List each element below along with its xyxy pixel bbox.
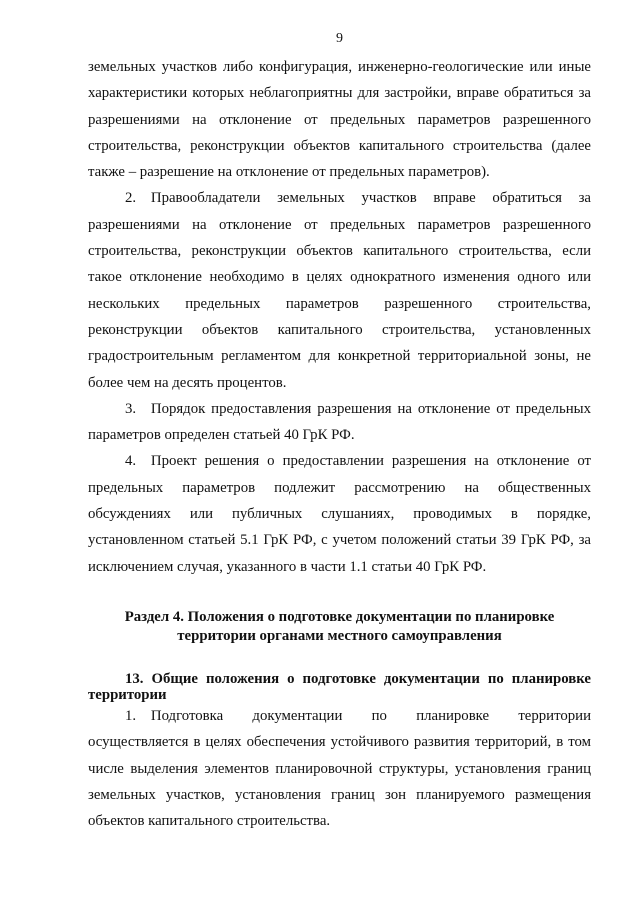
paragraph-section-13-item-1: 1. Подготовка документации по планировке территории осуществляется в целях обеспечения устойчивого развития территорий, в том числе выделения элементов планировочной структуры, установления границ земельных участков, установления границ зон планируемого размещения объектов капитального строительства.: [88, 707, 591, 830]
paragraph-continuation: земельных участков либо конфигурация, инженерно-геологические или иные характеристики которых неблагоприятны для застройки, вправе обратиться за разрешениями на отклонение от предельных параметров разрешенного строительства, реконструкции объектов капитального строительства (далее также – разрешение на отклонение от предельных параметров).: [88, 59, 591, 181]
subsection-heading: 13. Общие положения о подготовке документации по планировке территории: [88, 670, 591, 703]
section-heading: Раздел 4. Положения о подготовке документации по планировке территории органами местного самоуправления: [124, 608, 555, 645]
paragraph-item-3: 3. Порядок предоставления разрешения на отклонение от предельных параметров определен статьей 40 ГрК РФ.: [88, 400, 591, 444]
document-page: [88, 30, 591, 834]
paragraph-item-4: 4. Проект решения о предоставлении разрешения на отклонение от предельных параметров подлежит рассмотрению на общественных обсуждениях или публичных слушаниях, проводимых в порядке, установленном статьей 5.1 ГрК РФ, с учетом положений статьи 39 ГрК РФ, за исключением случая, указанного в части 1.1 статьи 40 ГрК РФ.: [88, 453, 591, 575]
page-number: 9: [336, 31, 343, 46]
paragraph-item-2: 2. Правообладатели земельных участков вправе обратиться за разрешениями на отклонение от предельных параметров разрешенного строительства, реконструкции объектов капитального строительства, если такое отклонение необходимо в целях однократного изменения одного или нескольких предельных параметров разрешенного строительства, реконструкции объектов капитального строительства, установленных градостроительным регламентом для конкретной территориальной зоны, не более чем на десять процентов.: [88, 190, 591, 391]
